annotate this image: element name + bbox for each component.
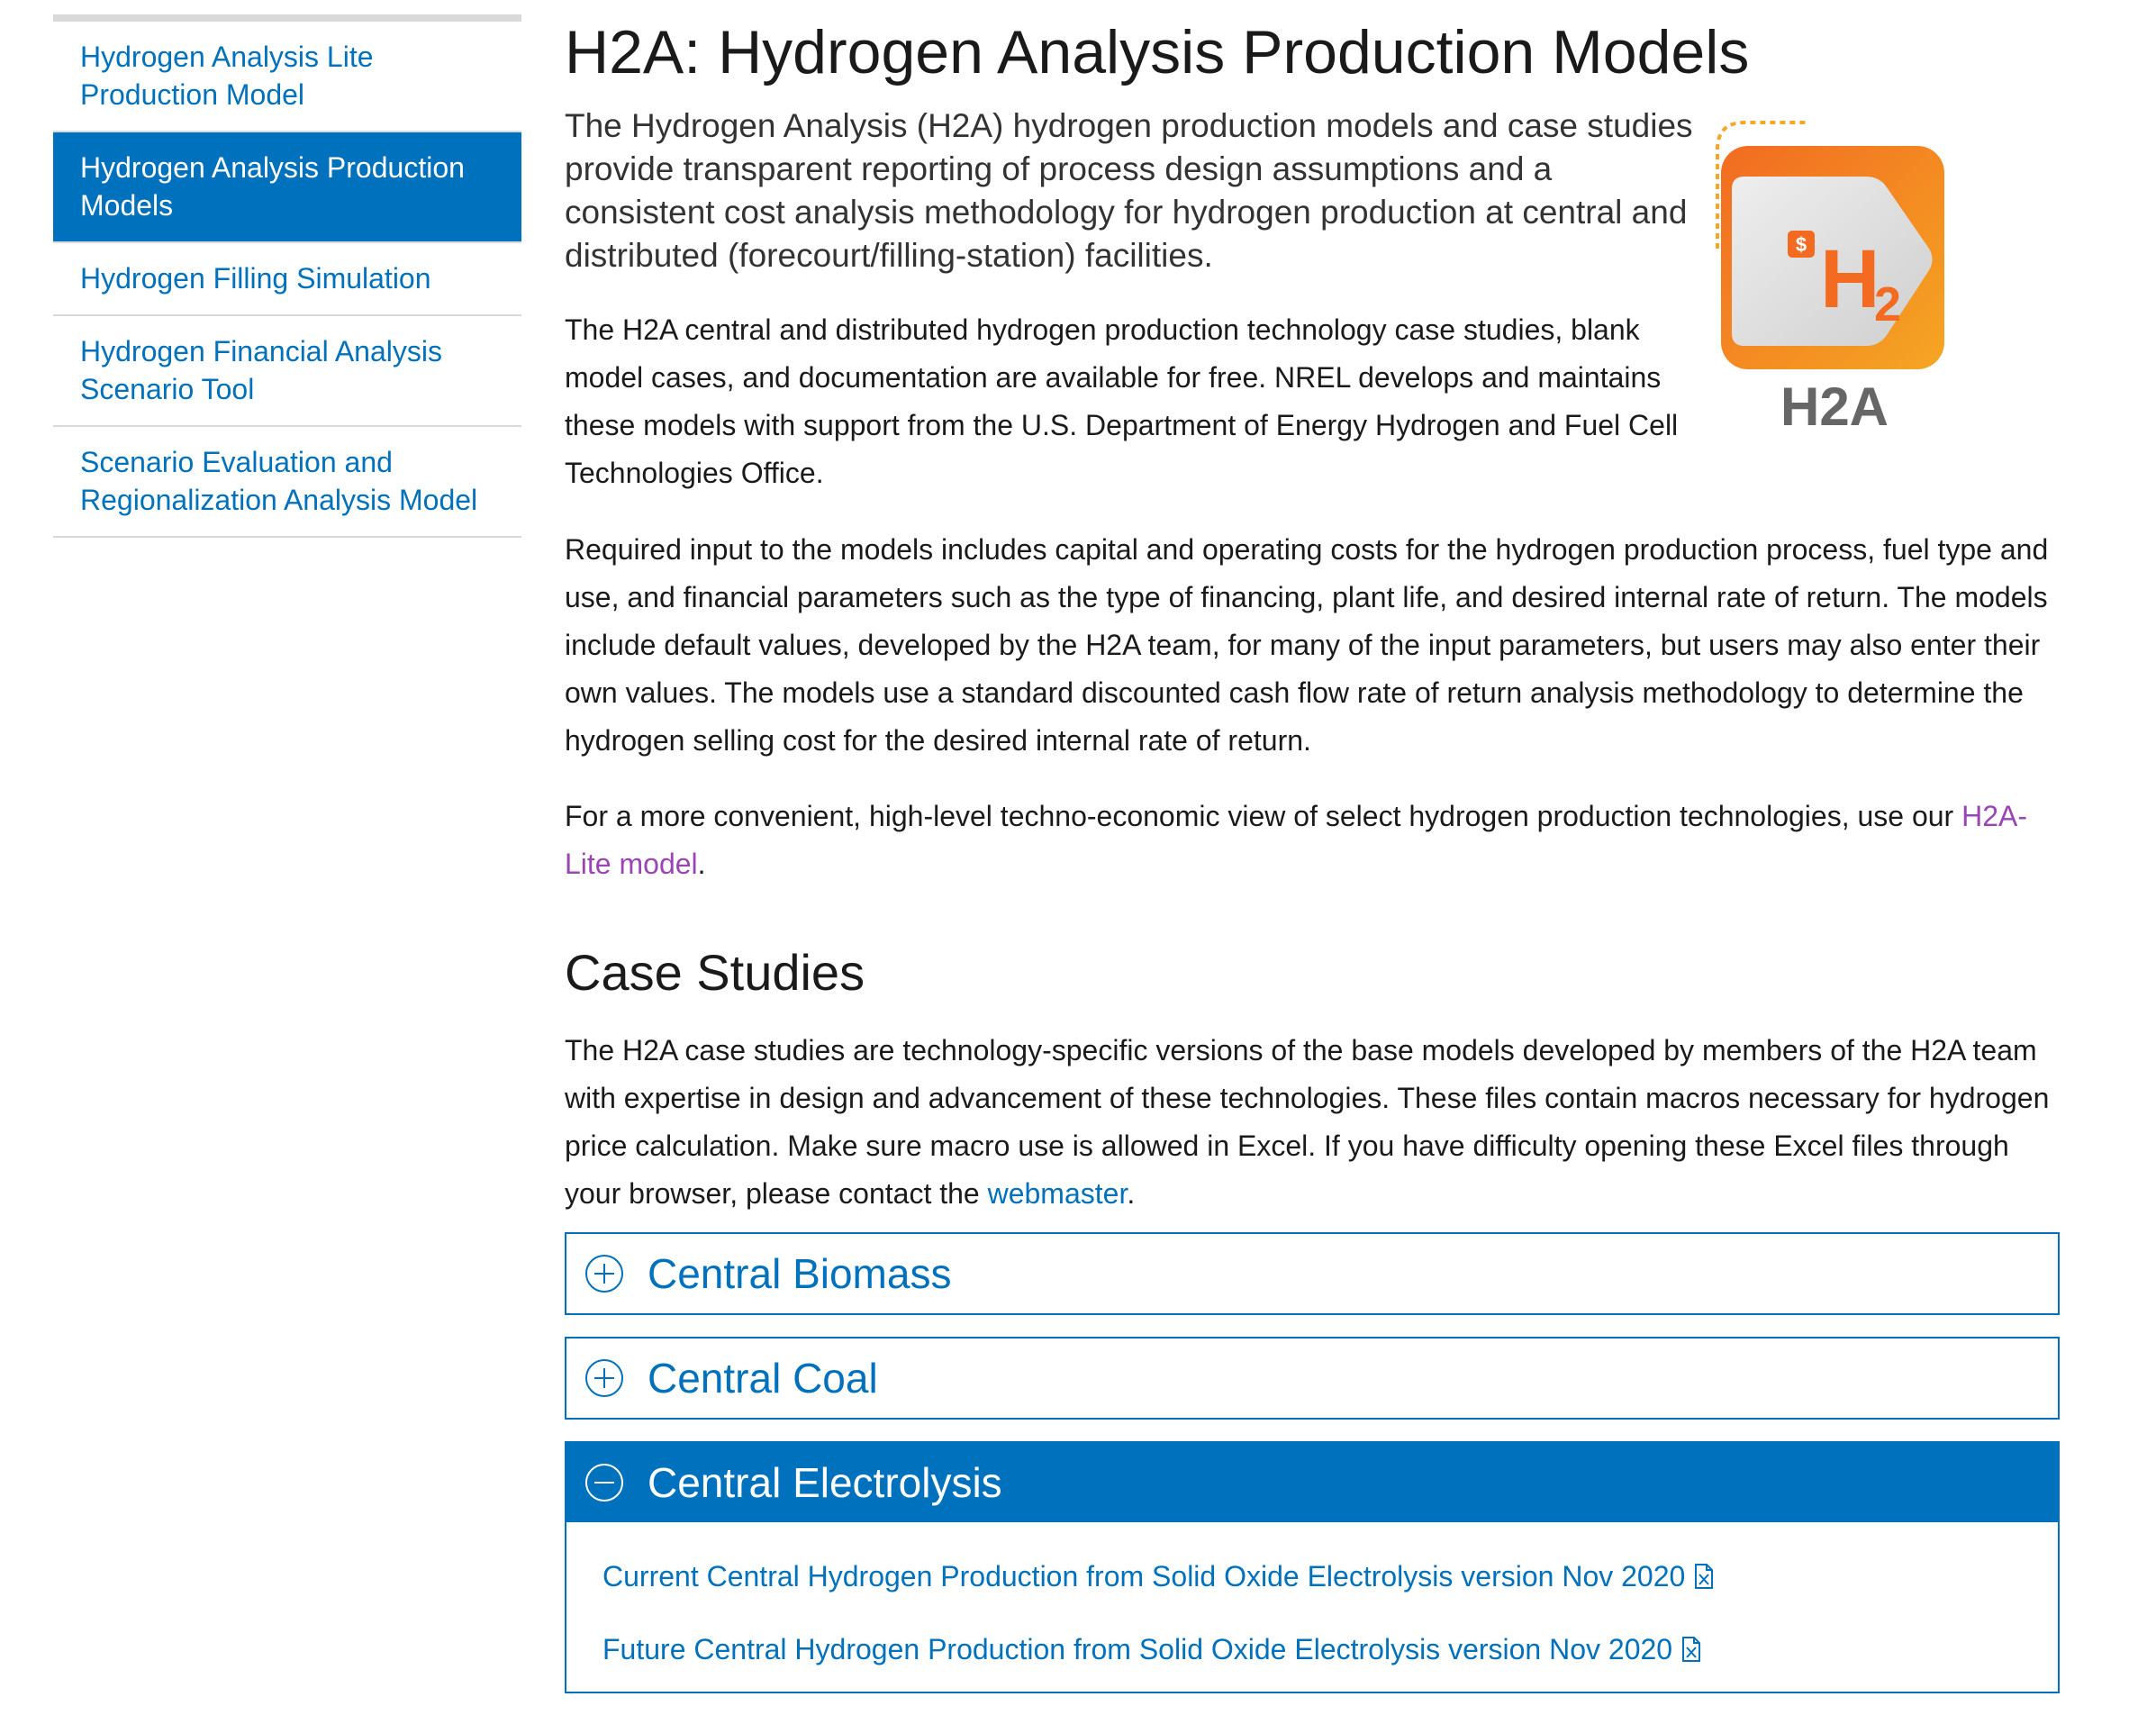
h2a-logo — [1708, 113, 1961, 447]
description-paragraph: The H2A central and distributed hydrogen production technology case studies, blank model cases, and documentation are available for free. NREL develops and maintains these models with support from the U.S. Department of Energy Hydrogen and Fuel Cell Technologies Office. — [565, 313, 1679, 489]
required-input-paragraph: Required input to the models includes capital and operating costs for the hydrogen production process, fuel type and use, and financial parameters such as the type of financing, plant life, and desired internal rate of return. The models include default values, developed by the H2A team, for many of the input parameters, but users may also enter their own values. The models use a standard discounted cash flow rate of return analysis methodology to determine the hydrogen selling cost for the desired internal rate of return. — [565, 533, 2049, 757]
intro-paragraph: The Hydrogen Analysis (H2A) hydrogen production models and case studies provide transparent reporting of process design assumptions and a consistent cost analysis methodology for hydrogen production at central and distributed (forecourt/filling-station) facilities. — [565, 107, 1693, 274]
sidebar-item-h2fast[interactable]: Hydrogen Financial Analysis Scenario Tool — [53, 316, 521, 427]
svg-text:$: $ — [1795, 233, 1807, 256]
page-title: H2A: Hydrogen Analysis Production Models — [565, 18, 1750, 86]
expand-plus-icon — [584, 1358, 624, 1398]
file-link-label: Future Central Hydrogen Production from Solid Oxide Electrolysis version Nov 2020 — [602, 1633, 1673, 1665]
accordion-header-central-coal[interactable] — [566, 1338, 2058, 1418]
accordion-title: Central Biomass — [648, 1250, 952, 1297]
accordion-panel-central-coal — [565, 1337, 2060, 1420]
h2a-logo-graphic — [1708, 113, 1961, 447]
accordion-panel-central-biomass — [565, 1232, 2060, 1315]
case-studies-paragraph — [565, 1027, 2069, 1218]
case-studies-end: . — [1127, 1177, 1136, 1210]
sidebar-nav — [53, 14, 521, 538]
file-link-label: Current Central Hydrogen Production from Solid Oxide Electrolysis version Nov 2020 — [602, 1560, 1686, 1592]
expand-plus-icon — [584, 1254, 624, 1293]
case-studies-text: The H2A case studies are technology-specific versions of the base models developed by members of the H2A team with expertise in design and advancement of these technologies. These files contain macros necessary for hydrogen price calculation. Make sure macro use is allowed in Excel. If you have difficulty opening these Excel files through your browser, please contact the — [565, 1034, 2050, 1210]
sidebar-item-h2fills[interactable]: Hydrogen Filling Simulation — [53, 243, 521, 316]
accordion-body-central-electrolysis — [566, 1522, 2058, 1692]
sidebar-item-h2a-production-models[interactable]: Hydrogen Analysis Production Models — [53, 132, 521, 243]
svg-text:H2A: H2A — [1780, 377, 1889, 437]
svg-text:2: 2 — [1874, 277, 1902, 331]
h2a-lite-paragraph — [565, 793, 2069, 888]
accordion-title: Central Electrolysis — [648, 1459, 1002, 1506]
accordion-header-central-biomass[interactable] — [566, 1234, 2058, 1313]
case-studies-heading: Case Studies — [565, 944, 865, 1001]
collapse-minus-icon — [584, 1463, 624, 1502]
excel-file-icon — [1694, 1564, 1714, 1589]
h2a-lite-text: For a more convenient, high-level techno-economic view of select hydrogen production technologies, use our — [565, 800, 1962, 832]
file-link-current-soec[interactable] — [602, 1546, 2022, 1619]
accordion-title: Central Coal — [648, 1355, 878, 1402]
h2a-lite-end: . — [697, 848, 706, 880]
svg-text:H: H — [1820, 233, 1880, 325]
h2a-lite-link[interactable]: H2A-Lite model — [565, 800, 2027, 880]
file-link-future-soec[interactable] — [602, 1619, 2022, 1692]
excel-file-icon — [1681, 1637, 1701, 1662]
accordion-panel-central-electrolysis — [565, 1441, 2060, 1693]
accordion-header-central-electrolysis[interactable] — [566, 1443, 2058, 1522]
case-studies-accordion — [565, 1232, 2060, 1715]
sidebar-item-h2a-lite[interactable]: Hydrogen Analysis Lite Production Model — [53, 22, 521, 132]
webmaster-link[interactable]: webmaster — [987, 1177, 1128, 1210]
sidebar-item-sera[interactable]: Scenario Evaluation and Regionalization Analysis Model — [53, 427, 521, 538]
